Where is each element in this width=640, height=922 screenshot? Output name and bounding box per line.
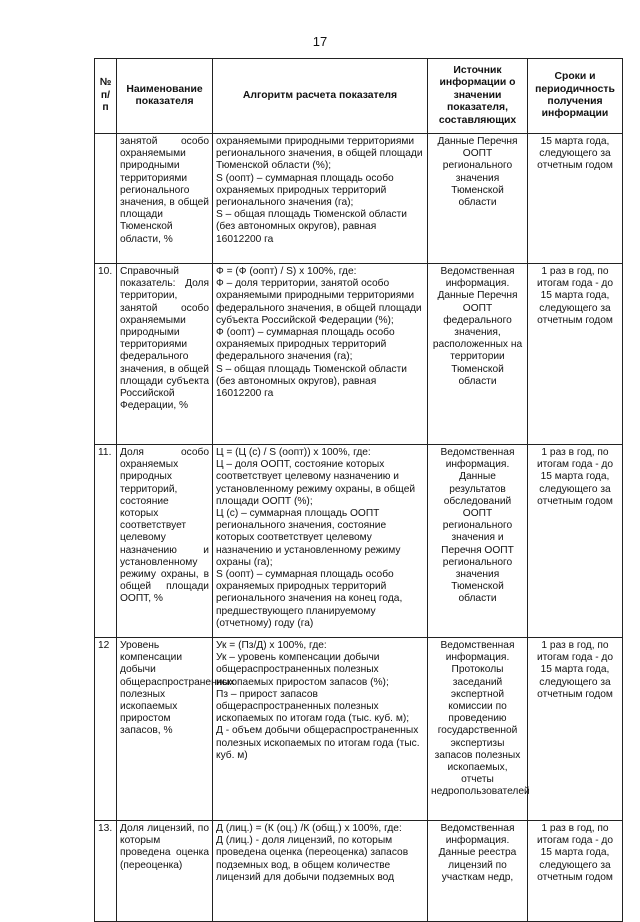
table-row	[95, 134, 623, 264]
indicators-table	[94, 58, 623, 922]
row-term: 1 раз в год, по итогам года - до 15 марта года, следующего за отчетным годом	[528, 638, 623, 821]
row-term: 15 марта года, следующего за отчетным годом	[528, 134, 623, 264]
row-algorithm	[213, 264, 428, 445]
page-number: 17	[312, 34, 328, 49]
row-source: Ведомственная информация. Протоколы заседаний экспертной комиссии по проведению государственной экспертизы запасов полезных ископаемых, отчеты недропользователей	[428, 638, 528, 821]
table-row	[95, 264, 623, 445]
row-algorithm-text: Ф = (Ф (оопт) / S) х 100%, где: Ф – доля территории, занятой особо охраняемыми природными территориями федерального значения, в общей площади субъекта Российской Федерации (%); Ф (оопт) – суммарная площадь особо охраняемых природных территорий федерального значения (га); S – общая площадь Тюменской области (без автономных округов), равная 16012200 га	[216, 266, 422, 400]
row-term: 1 раз в год, по итогам года - до 15 марта года, следующего за отчетным годом	[528, 264, 623, 445]
header-source: Источник информации о значении показателя, составляющих	[428, 59, 528, 134]
row-algorithm-text: Ук = (Пз/Д) х 100%, где: Ук – уровень компенсации добычи общераспространенных полезных ископаемых приростом запасов (%); Пз – прирост запасов общераспространенных полезных ископаемых по итогам года (тыс. куб. м); Д - объем добычи общераспространенных полезных ископаемых по итогам года (тыс. куб. м)	[216, 640, 420, 761]
header-num: № п/п	[95, 59, 117, 134]
row-term: 1 раз в год, по итогам года - до 15 марта года, следующего за отчетным годом	[528, 821, 623, 922]
row-num: 10.	[95, 264, 117, 445]
row-name: занятой особо охраняемыми природными территориями регионального значения, в общей площади Тюменской области, %	[117, 134, 213, 264]
header-name: Наименование показателя	[117, 59, 213, 134]
row-source: Ведомственная информация. Данные результатов обследований ООПТ регионального значения и Перечня ООПТ регионального значения Тюменской области	[428, 445, 528, 638]
header-term: Сроки и периодичность получения информации	[528, 59, 623, 134]
row-source: Ведомственная информация. Данные реестра лицензий по участкам недр,	[428, 821, 528, 922]
row-num: 13.	[95, 821, 117, 922]
row-algorithm	[213, 821, 428, 922]
row-name: Доля особо охраняемых природных территорий, состояние которых соответствует целевому назначению и установленному режиму охраны, в общей площади ООПТ, %	[117, 445, 213, 638]
table-row	[95, 445, 623, 638]
row-name: Доля лицензий, по которым проведена оценка (переоценка)	[117, 821, 213, 922]
row-algorithm	[213, 134, 428, 264]
table-header-row	[95, 59, 623, 134]
row-name: Уровень компенсации добычи общераспространенных полезных ископаемых приростом запасов, %	[117, 638, 213, 821]
row-name: Справочный показатель: Доля территории, занятой особо охраняемыми природными территориями федерального значения, в общей площади субъекта Российской Федерации, %	[117, 264, 213, 445]
row-algorithm	[213, 638, 428, 821]
row-term: 1 раз в год, по итогам года - до 15 марта года, следующего за отчетным годом	[528, 445, 623, 638]
row-algorithm-text: Ц = (Ц (с) / S (оопт)) х 100%, где: Ц – доля ООПТ, состояние которых соответствует целевому назначению и установленному режиму охраны, в общей площади ООПТ (%); Ц (с) – суммарная площадь ООПТ регионального значения, состояние которых соответствует целевому назначению и установленному режиму охраны (га); S (оопт) – суммарная площадь особо охраняемых природных территорий регионального значения на конец года, предшествующего планируемому (отчетному) году (га)	[216, 447, 416, 629]
header-algorithm: Алгоритм расчета показателя	[213, 59, 428, 134]
row-num	[95, 134, 117, 264]
row-algorithm	[213, 445, 428, 638]
row-num: 11.	[95, 445, 117, 638]
row-algorithm-text: Д (лиц.) = (К (оц.) /К (общ.) х 100%, где: Д (лиц.) - доля лицензий, по которым проведена оценка (переоценка) запасов подземных вод, в общем количестве лицензий для добычи подземных вод	[216, 823, 409, 883]
row-algorithm-text: охраняемыми природными территориями регионального значения, в общей площади Тюменской области (%); S (оопт) – суммарная площадь особо охраняемых природных территорий регионального значения (га); S – общая площадь Тюменской области (без автономных округов), равная 16012200 га	[216, 136, 423, 245]
row-num: 12	[95, 638, 117, 821]
row-source: Данные Перечня ООПТ регионального значения Тюменской области	[428, 134, 528, 264]
row-source: Ведомственная информация. Данные Перечня ООПТ федерального значения, расположенных на территории Тюменской области	[428, 264, 528, 445]
table-row	[95, 821, 623, 922]
table-row	[95, 638, 623, 821]
